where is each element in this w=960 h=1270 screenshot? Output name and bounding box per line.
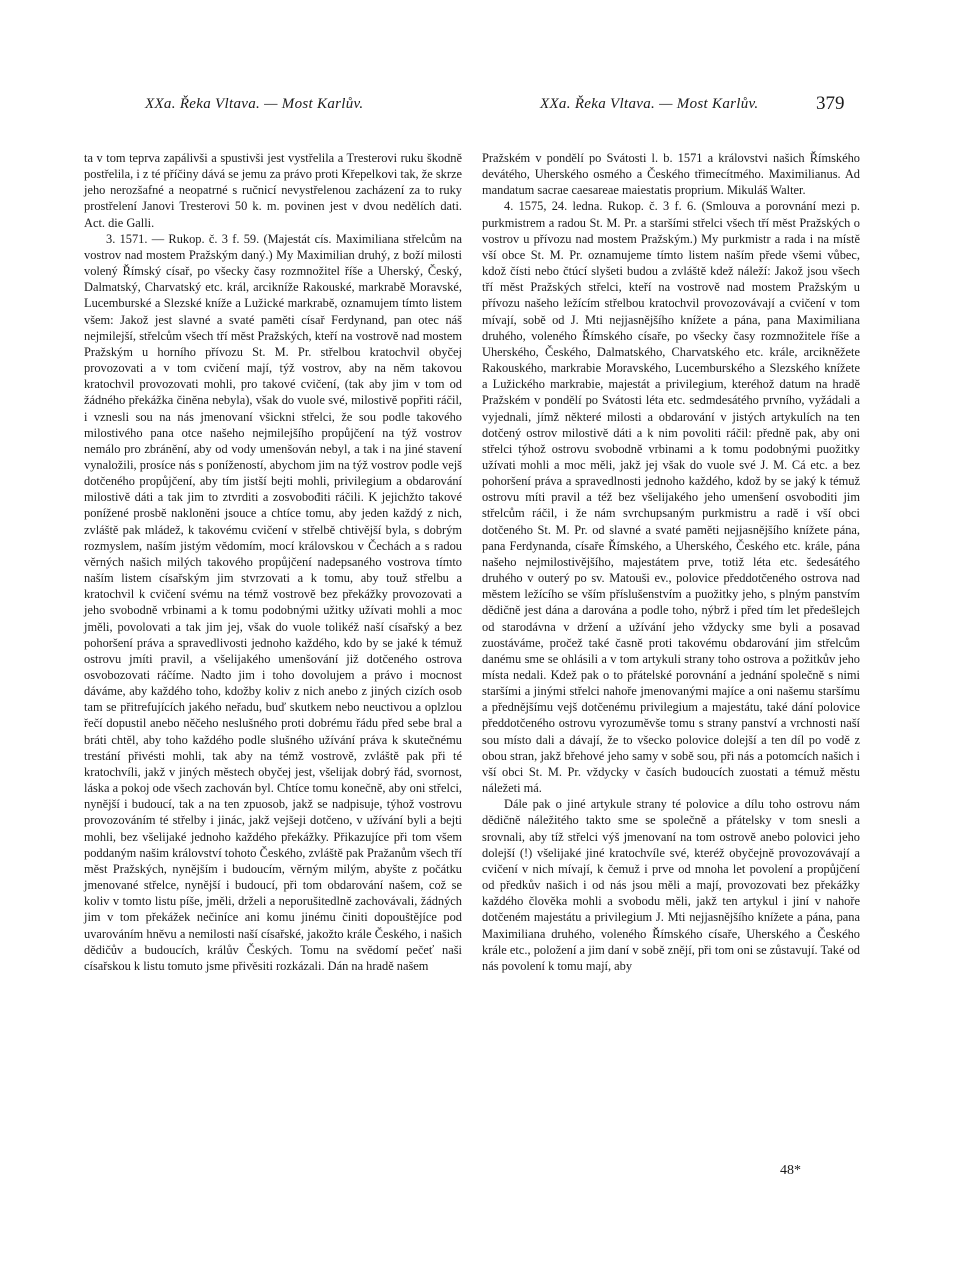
running-head-left: XXa. Řeka Vltava. — Most Karlův. bbox=[145, 96, 364, 112]
signature-mark: 48* bbox=[780, 1163, 801, 1178]
running-header bbox=[0, 93, 960, 120]
running-head-right: XXa. Řeka Vltava. — Most Karlův. bbox=[540, 96, 759, 112]
paragraph: 3. 1571. — Rukop. č. 3 f. 59. (Majestát cís. Maximiliana střelcům na vostrov nad mostem Pražským daný.) My Maximilian druhý, z boží milosti volený Římský císař, po všecky časy rozmnožitel říše a Uherský, Český, Dalmatský, Charvatský etc. král, arcikníže Rakouské, markrabě Moravské, Lucemburské a Slezské kníže a Lužické markrabě, oznamujem tímto listem všem: Jakož jest slavné a svaté paměti císař Ferdynand, pan otec náš nejmilejší, střelcům všech tří měst Pražských, kteří na vostrově nad mostem Pražským u horního přívozu St. M. Pr. střelbou kratochvil obyčej provozovati a v tom cvičení mají, týž vostrov, aby na něm takovou kratochvil provozovati mohli, pro takové cvičení, (tak aby jim v tom od žádného překážka činěna nebyla), však do vuole své, milostivě popřiti ráčil, i vznesli sou na nás jmenovaní všickni střelci, že sou podle takového milostivého pana otce našeho nejmilejšího propůjčení na týž vostrov nemálo pro zbránění, aby od vody umenšován nebyl, a tak i na jiné stavení vynaložili, prosíce nás s ponížeností, abychom jim na týž vostrov podle vejš dotčeného propůjčení, aby tím jistší bejti mohli, privilegium a obdarování milostivě dáti a tak jim to ztvrditi a zosvobođiti ráčili. K jejichžto takové ponížené prosbě nakloněni jsouce a chtíce tomu, aby jeden každý z nich, zvláště pak mládež, k takovému cvičení v střelbě chtivější byla, s dobrým rozmyslem, naším jistým vědomím, mocí královskou v Čechách a s radou věrných našich milých takového propůjčení nadepsaného vostrova tímto naším listem císařským jim stvrzovati a k tomu, aby touž střelbu a kratochvil k cvičení svému na témž vostrově bez překážky provozovati a jeho svobodně vrbinami a k tomu podobnými užitky užívati mohli a moc jměli, povolovati a tak jim jej, však do vuole tolikéž naší císařský a bez pohoršení práva a spravedlivosti jednoho každého, kdo by se jaké k témuž ostrovu jmíti pravil, a všelijakého umenšování již dotčeného ostrova osvobozovati ráčíme. Nadto jim i toho dovolujem a právo i mocnost dáváme, aby každého toho, kdožby koliv z nich anebo z jiných cizích osob tam se přitrefujících jakého neřadu, buď skutkem nebo neuctivou a oplzlou řečí dopustil anebo něčeho neslušného proti dobrému řádu před sebe bral a bráti chtěl, aby toho každého podle slušného užívání práva k skutečnému trestání přivésti mohli, tak aby na témž vostrově, zvláště pak při té kratochvíli, jakž v jiných městech obyčej jest, všelijak dobrý řád, svornost, láska a pokoj ode všech zachován byl. Chtíce tomu konečně, aby oni střelci, nynější i budoucí, tak a na ten zpuosob, jakž se nadpisuje, týhož vostrovu provozováním té střelby i jinác, jakž vejšeji dotčeno, v užívání byli a bejti mohli, bez všelijaké jednoho každého překážky. Přikazujíce při tom všem poddaným našim království tohoto Českého, zvláště pak Pražanům všech tří měst Pražských, nynějším i budoucím, věrným milým, abyšte z počátku jmenované střelce, nynější i budoucí, při tom obdarování našem, což se koliv v tomto listu píše, jměli, drželi a neporušitedlně zachovávali, žádných jim v tom překážek nečiníce ani komu jinému činiti dopouštějíce pod uvarováním hněvu a nemilosti naší císařské, jakožto krále Českého, i našich dědičův a budoucích, králův Českých. Tomu na svědomí pečeť naši císařskou k listu tomuto jsme přivěsiti rozkázali. Dán na hradě našem bbox=[84, 231, 462, 973]
page-number: 379 bbox=[816, 93, 845, 114]
paragraph: Dále pak o jiné artykule strany té polovice a dílu toho ostrovu nám dědičně náležitého takto sme se společně a přátelsky v tom snesli a srovnali, aby tíž střelci výš jmenovaní na tom ostrově anebo polovici jeho dolejší (!) všelijaké jiné kratochvíle své, kteréž obyčejně provozovávají a cvičení v nich mívají, k čemuž i prve od mnoha let povolení a propůjčení od předkův našich i od nás jsou měli a mají, provozovati bez překážky každého člověka mohli a svobodu měli, jakž ten artykul i jiní v nahoře dotčeném majestátu a privilegium J. Mti nejjasnějšího knížete a pána, pana Maximiliana druhého, voleného Římského císaře, Uherského a Českého krále etc., položení a jim daní v sobě znějí, při tom oni se zůstavují. Také od nás povolení k tomu mají, aby bbox=[482, 797, 860, 973]
paragraph: ta v tom teprva zapálivši a spustivši jest vystřelila a Tresterovi ruku škodně postřelila, i z té příčiny dává se jemu za právo proti Křepelkovi tak, že skrze jeho nerozšafné a neopatrné s ručnicí nevystřelenou zacházení za to ruky prostřelení Janovi Tresterovi 50 k. m. povinen jest v dvou nedělích dati. Act. die Galli. bbox=[84, 151, 462, 230]
paragraph: 4. 1575, 24. ledna. Rukop. č. 3 f. 6. (Smlouva a porovnání mezi p. purkmistrem a radou St. M. Pr. a staršími střelci všech tří měst Pražských o vostrov u přívozu nad mostem Pražským.) My purkmistr a rada i na místě vší obce St. M. Pr. oznamujeme tímto listem naším přede všemi vůbec, kdož čísti nebo čtúcí slyšeti budou a zvláště kdež náleží: Jakož jsou všech tří měst Pražských střelci, kteří na vostrově nad mostem Pražským u přívozu našeho ležícím střelbou kratochvil provozovávají a cvičení v tom mívají, sobě od J. Mti nejjasnějšího knížete a pána, pana Maximiliana druhého, voleného Římského císaře, po všecky časy rozmnožitele říše a Uherského, Českého, Dalmatského, Charvatského etc. krále, arcikněžete Rakouského, markrabie Moravského, Lucemburského a Slezského knížete a Lužického markrabie, majestát a privilegium, kteréhož datum na hradě Pražském v pondělí po Svátosti léta etc. sedmdesátého prvního, vyžádali a vyjednali, jímž některé milosti a obdarování v jistých artykulích na ten dotčený ostrov milostivě dáti a k nim povoliti ráčil: předně pak, aby oni střelci týhož ostrovu svobodně vrbinami a k tomu podobnými puožitky užívati mohli a moc měli, jakž jej však do vuole své J. M. Cá etc. a bez pohoršení práva a spravedlnosti jednoho každého, kdož by se jaký k témuž ostrovu míti pravil a též bez všelijakého jeho umenšení osvoboditi jim střelcům ráčil, i že nám svrchupsaným purkmistru a radě i vší obci dotčeného St. M. Pr. od slavné a svaté paměti nejjasnějšího knížete pána, pana Ferdynanda, císaře Římského, a Uherského, Českého etc. krále, pána našeho nejmilostivějšího, majestátem prve, totiž léta etc. šedesátého druhého v outerý po sv. Matouši ev., polovice předdotčeného ostrova nad městem ležícího se vším příslušenstvím a puožitky jeho, s plným panstvím dědičně jest dána a darována a podle toho, nýbrž i před tím let předešlejch od starodávna v držení a užívání jeho vždycky sme byli a posavad zuostáváme, pročež také časně proti takovému obdarování jim střelcům danému sme se ohlásili a v tom artykuli strany toho ostrova a požitkův jeho místa nedali. Kdež pak o to přátelské porovnání a jednání společně s nimi staršími a jinými střelci nahoře jmenovanými majíce a oni našemu staršímu a přednějšímu vejš dotčenému privilegium a majestátu, také dání polovice předdotčeného ostrovu vyrozuměvše tomu s strany panství a vrchnosti naší sou místo dali a dávají, že to všecko polovice dolejší a ten díl po vodě z obou stran, jakž břehové jeho samy v sobě sou, při nás a potomcích našich i vší obci St. M. Pr. vždycky v časích budoucích zuostati a témuž městu náležeti má. bbox=[482, 199, 860, 796]
left-column bbox=[84, 150, 462, 974]
paragraph: Pražském v pondělí po Svátosti l. b. 1571 a královstvi našich Římského devátého, Uherského osmého a Českého třimecítmého. Maximilianus. Ad mandatum sacrae caesareae maiestatis proprium. Mikuláš Walter. bbox=[482, 151, 860, 198]
right-column bbox=[482, 150, 860, 974]
